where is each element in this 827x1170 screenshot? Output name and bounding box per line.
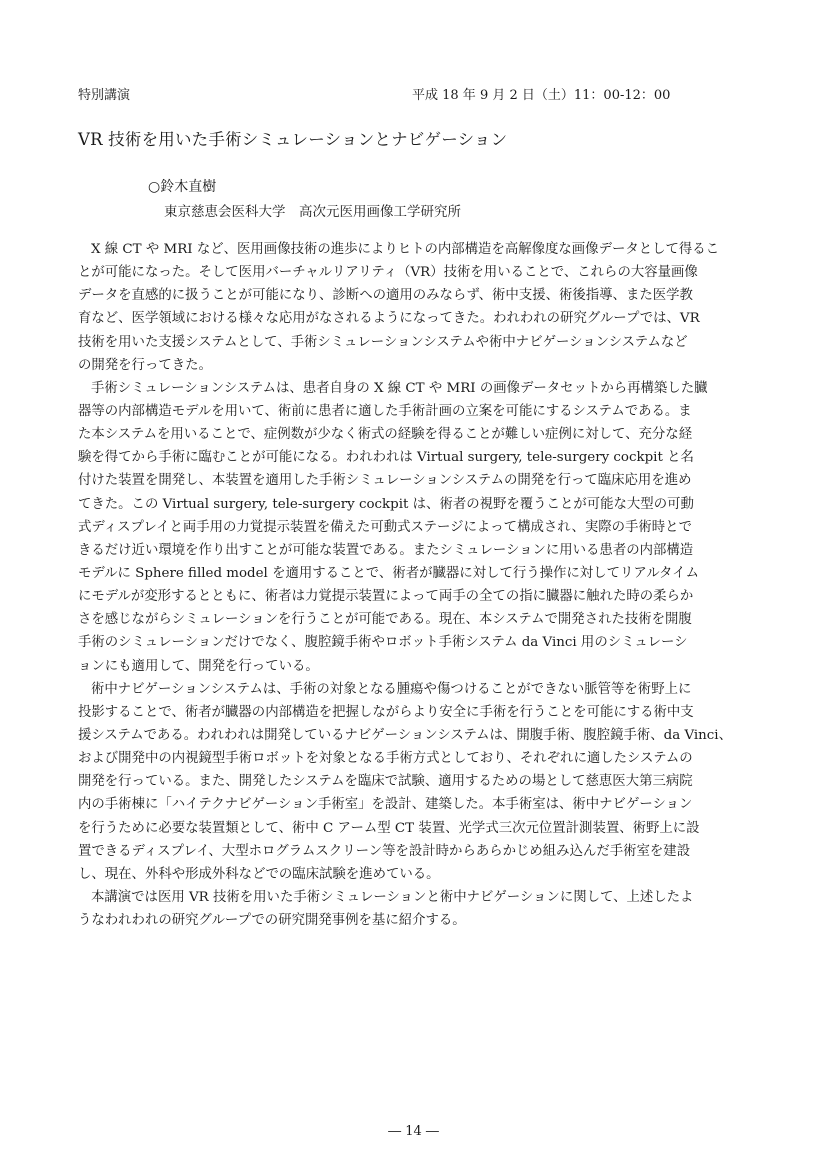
body-line: および開発中の内視鏡型手術ロボットを対象となる手術方式としており、それぞれに適したシステムの bbox=[78, 751, 693, 767]
body-line: モデルに Sphere filled model を適用することで、術者が臓器に対して行う操作に対してリアルタイム bbox=[78, 565, 699, 581]
body-line: 開発を行っている。また、開発したシステムを臨床で試験、適用するための場として慈恵医大第三病院 bbox=[78, 774, 693, 790]
body-line: 器等の内部構造モデルを用いて、術前に患者に適した手術計画の立案を可能にするシステムである。ま bbox=[78, 403, 692, 419]
body-line: 技術を用いた支援システムとして、手術シミュレーションシステムや術中ナビゲーションシステムなど bbox=[78, 334, 688, 350]
body-line: 援システムである。われわれは開発しているナビゲーションシステムは、開腹手術、腹腔鏡手術、da Vinci、 bbox=[78, 727, 732, 743]
body-line: を行うために必要な装置類として、術中 C アーム型 CT 装置、光学式三次元位置計測装置、術野上に設 bbox=[78, 820, 700, 836]
body-line: 内の手術棟に「ハイテクナビゲーション手術室」を設計、建築した。本手術室は、術中ナビゲーション bbox=[78, 797, 693, 813]
body-line: ョンにも適用して、開発を行っている。 bbox=[78, 658, 319, 674]
body-line: きるだけ近い環境を作り出すことが可能な装置である。またシミュレーションに用いる患者の内部構造 bbox=[78, 542, 694, 558]
body-line: てきた。この Virtual surgery, tele-surgery cockpit は、術者の視野を覆うことが可能な大型の可動 bbox=[78, 496, 694, 512]
body-line: 験を得てから手術に臨むことが可能になる。われわれは Virtual surgery, tele-surgery cockpit と名 bbox=[78, 450, 694, 466]
body-line: 置できるディスプレイ、大型ホログラムスクリーン等を設計時からあらかじめ組み込んだ手術室を建設 bbox=[78, 843, 691, 859]
lecture-title: VR 技術を用いた手術シミュレーションとナビゲーション bbox=[78, 130, 508, 149]
session-datetime: 平成 18 年 9 月 2 日（土）11：00-12：00 bbox=[412, 88, 671, 103]
body-line: 育など、医学領域における様々な応用がなされるようになってきた。われわれの研究グループでは、VR bbox=[78, 311, 700, 327]
abstract-body bbox=[78, 238, 752, 932]
author-affiliation: 東京慈恵会医科大学 高次元医用画像工学研究所 bbox=[164, 204, 461, 220]
body-line: 手術のシミュレーションだけでなく、腹腔鏡手術やロボット手術システム da Vinci 用のシミュレーシ bbox=[78, 635, 688, 651]
page-number: ― 14 ― bbox=[388, 1124, 439, 1139]
body-line: データを直感的に扱うことが可能になり、診断への適用のみならず、術中支援、術後指導、また医学教 bbox=[78, 288, 693, 304]
session-category: 特別講演 bbox=[78, 88, 131, 103]
body-line: とが可能になった。そして医用バーチャルリアリティ（VR）技術を用いることで、これらの大容量画像 bbox=[78, 265, 698, 281]
body-line: 付けた装置を開発し、本装置を適用した手術シミュレーションシステムの開発を行って臨床応用を進め bbox=[78, 473, 692, 489]
body-line: さを感じながらシミュレーションを行うことが可能である。現在、本システムで開発された技術を開腹 bbox=[78, 612, 692, 628]
author-name: ○鈴木直樹 bbox=[148, 179, 217, 195]
body-line: 投影することで、術者が臓器の内部構造を把握しながらより安全に手術を行うことを可能にする術中支 bbox=[78, 704, 694, 720]
body-line: 術中ナビゲーションシステムは、手術の対象となる腫瘍や傷つけることができない脈管等を術野上に bbox=[91, 681, 692, 697]
body-line: にモデルが変形するとともに、術者は力覚提示装置によって両手の全ての指に臓器に触れた時の柔らか bbox=[78, 589, 694, 605]
body-line: うなわれわれの研究グループでの研究開発事例を基に紹介する。 bbox=[78, 913, 466, 929]
body-line: 本講演では医用 VR 技術を用いた手術シミュレーションと術中ナビゲーションに関して、上述したよ bbox=[91, 889, 694, 905]
body-line: の開発を行ってきた。 bbox=[78, 357, 212, 373]
body-line: 手術シミュレーションシステムは、患者自身の X 線 CT や MRI の画像データセットから再構築した臓 bbox=[91, 380, 708, 396]
body-line: し、現在、外科や形成外科などでの臨床試験を進めている。 bbox=[78, 866, 440, 882]
body-line: た本システムを用いることで、症例数が少なく術式の経験を得ることが難しい症例に対して、充分な経 bbox=[78, 427, 693, 443]
body-line: X 線 CT や MRI など、医用画像技術の進歩によりヒトの内部構造を高解像度な画像データとして得るこ bbox=[91, 242, 720, 257]
body-line: 式ディスプレイと両手用の力覚提示装置を備えた可動式ステージによって構成され、実際の手術時とで bbox=[78, 519, 692, 535]
